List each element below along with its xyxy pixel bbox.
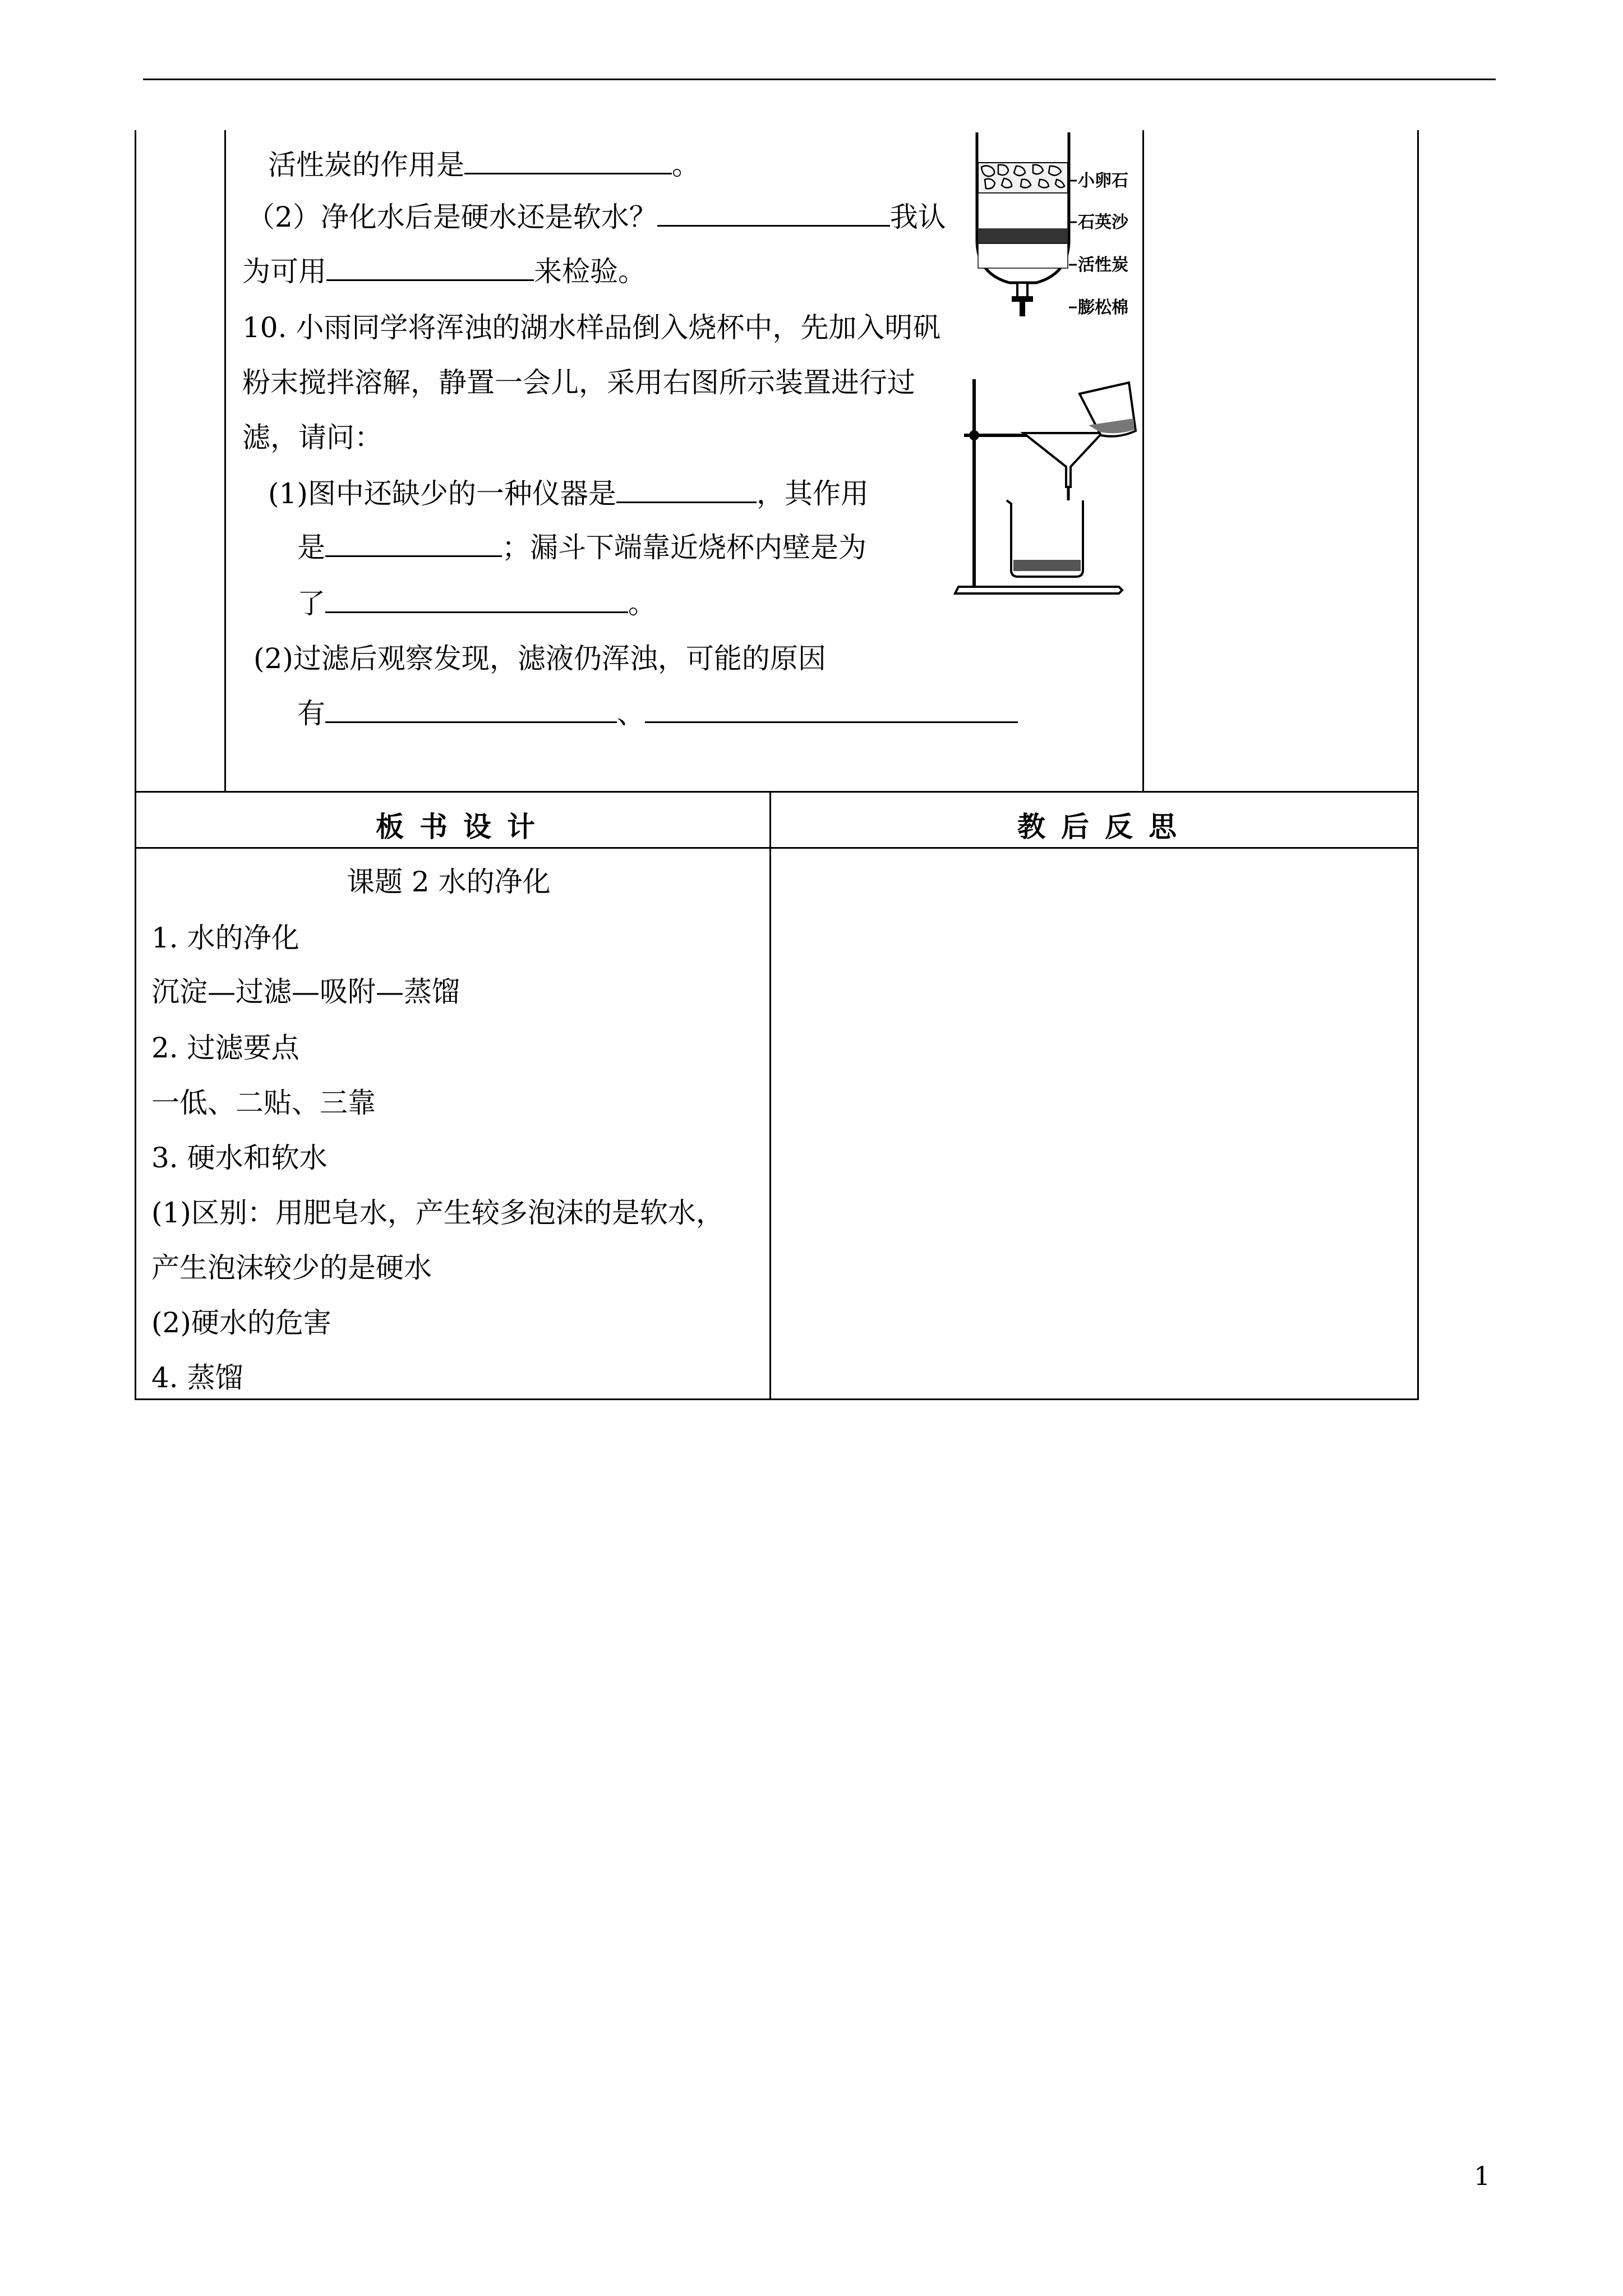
board-item: (2)硬水的危害 bbox=[151, 1306, 331, 1339]
board-item: 1. 水的净化 bbox=[151, 922, 299, 954]
activated-carbon-layer bbox=[978, 229, 1068, 243]
filter-label-carbon: 活性炭 bbox=[1078, 255, 1128, 275]
inner-left-rule bbox=[224, 130, 226, 792]
filtration-apparatus-diagram bbox=[951, 377, 1141, 601]
board-title: 课题 2 水的净化 bbox=[347, 866, 551, 898]
exercise-line-9: 了 。 bbox=[297, 586, 656, 622]
exercise-line-1: 活性炭的作用是 。 bbox=[268, 147, 700, 183]
table-left-border bbox=[135, 130, 136, 1400]
board-item: 一低、二贴、三靠 bbox=[151, 1087, 376, 1119]
exercise-line-10: (2)过滤后观察发现，滤液仍浑浊，可能的原因 bbox=[253, 642, 826, 675]
board-item: 产生泡沫较少的是硬水 bbox=[151, 1251, 432, 1284]
board-item: (1)区别：用肥皂水，产生较多泡沫的是软水， bbox=[151, 1197, 724, 1229]
row-rule-2 bbox=[135, 847, 1419, 849]
board-item: 沉淀—过滤—吸附—蒸馏 bbox=[151, 976, 460, 1008]
outlet-tube bbox=[1017, 283, 1027, 298]
exercise-line-3: 为可用 来检验。 bbox=[242, 254, 646, 289]
exercise-line-7: (1)图中还缺少的一种仪器是 ，其作用 bbox=[268, 476, 869, 512]
page-number: 1 bbox=[1474, 2161, 1491, 2191]
filter-label-pebble: 小卵石 bbox=[1078, 171, 1128, 191]
quartz-sand-layer bbox=[978, 193, 1068, 229]
row-rule-1 bbox=[135, 791, 1419, 793]
exercise-line-8: 是 ；漏斗下端靠近烧杯内壁是为 bbox=[297, 530, 866, 565]
board-item: 2. 过滤要点 bbox=[151, 1032, 299, 1064]
table-right-border bbox=[1417, 130, 1419, 1400]
answer-blank[interactable] bbox=[326, 254, 534, 281]
board-item: 4. 蒸馏 bbox=[151, 1361, 243, 1394]
exercise-line-11: 有 、 bbox=[297, 696, 1018, 731]
header-board-design: 板书设计 bbox=[376, 810, 551, 843]
pouring-beaker bbox=[1080, 383, 1136, 436]
pebble-layer bbox=[978, 163, 1068, 193]
header-rule bbox=[143, 79, 1496, 80]
receiving-beaker bbox=[1007, 500, 1083, 577]
filter-label-sand: 石英沙 bbox=[1078, 213, 1128, 232]
answer-blank[interactable] bbox=[464, 147, 672, 174]
cotton-layer bbox=[978, 243, 1068, 268]
header-reflection: 教后反思 bbox=[1017, 810, 1192, 843]
answer-blank[interactable] bbox=[325, 696, 617, 723]
exercise-line-5: 粉末搅拌溶解，静置一会儿，采用右图所示装置进行过 bbox=[242, 366, 915, 399]
exercise-line-2: （2）净化水后是硬水还是软水？ 我认 bbox=[247, 199, 946, 235]
column-divider bbox=[769, 791, 771, 1400]
answer-blank[interactable] bbox=[325, 530, 502, 557]
answer-blank[interactable] bbox=[657, 199, 890, 227]
answer-blank[interactable] bbox=[325, 586, 628, 613]
answer-blank[interactable] bbox=[645, 696, 1018, 723]
board-item: 3. 硬水和软水 bbox=[151, 1142, 328, 1174]
stand-base bbox=[955, 587, 1122, 593]
simple-water-filter-diagram bbox=[965, 128, 1150, 352]
outlet-drip bbox=[1020, 302, 1025, 316]
answer-blank[interactable] bbox=[616, 476, 757, 503]
table-bottom-border bbox=[135, 1398, 1419, 1400]
exercise-line-6: 滤，请问： bbox=[242, 421, 382, 454]
exercise-line-4: 10. 小雨同学将浑浊的湖水样品倒入烧杯中，先加入明矾 bbox=[242, 311, 941, 344]
outlet-clamp bbox=[1012, 296, 1033, 302]
filter-label-cotton: 膨松棉 bbox=[1078, 298, 1128, 318]
